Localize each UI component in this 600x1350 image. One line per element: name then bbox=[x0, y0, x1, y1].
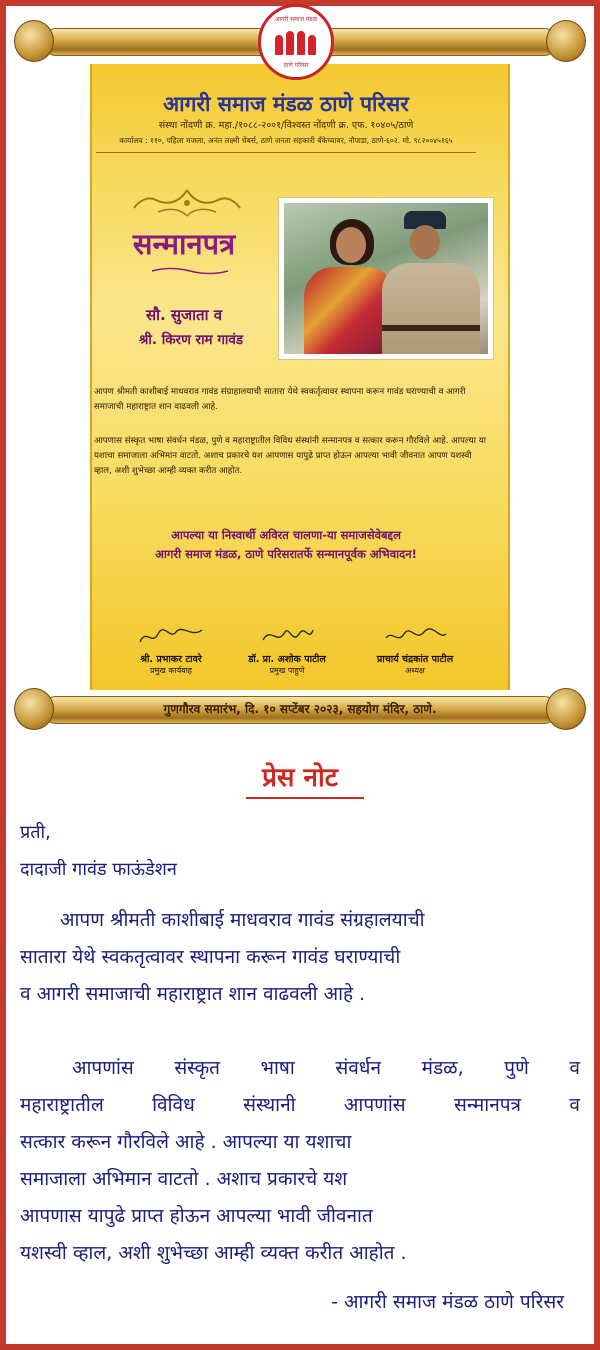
organization-logo bbox=[258, 4, 334, 80]
people-icon bbox=[275, 29, 317, 55]
header-divider bbox=[96, 152, 476, 153]
press-body-line: आपणास यापुढे प्राप्त होऊन आपल्या भावी जीवनात bbox=[20, 1205, 373, 1227]
press-body-line: व आगरी समाजाची महाराष्ट्रात शान वाढवली आहे . bbox=[20, 983, 366, 1005]
address-line: कार्यालय : ११०, पहिला मजला, अनंत लक्ष्मी चेंबर्स, ठाणे जनता सहकारी बँकेच्यावर, नौपाडा, ठाणे-६०२. मो. ९८२००४५१६५ bbox=[119, 136, 453, 145]
press-note-title-underline bbox=[246, 797, 364, 799]
event-footer: गुणगौरव समारंभ, दि. १० सप्टेंबर २०२३, सहयोग मंदिर, ठाणे. bbox=[163, 702, 437, 716]
press-body-line: सातारा येथे स्वकतृत्वावर स्थापना करून गावंड घराण्याची bbox=[20, 946, 401, 968]
honoree-line-1: सौ. सुजाता व bbox=[145, 306, 223, 324]
signature-3-icon bbox=[380, 624, 450, 648]
press-body-line: यशस्वी व्हाल, अशी शुभेच्छा आम्ही व्यक्त करीत आहोत . bbox=[20, 1242, 407, 1264]
press-body-line: समाजाला अभिमान वाटतो . अशाच प्रकारचे यश bbox=[20, 1168, 348, 1190]
signature-2-icon bbox=[257, 624, 317, 648]
signatory-3-role: अध्यक्ष bbox=[405, 666, 425, 675]
registration-line: संस्था नोंदणी क्र. महा./१०८८-२००१/विश्वस्त नोंदणी क्र. एफ. १०४०५/ठाणे bbox=[158, 120, 414, 131]
tribute-line-1: आपल्या या निस्वार्थी अविरत चालणा-या समाजसेवेबद्दल bbox=[171, 528, 401, 542]
title-underline-flourish-icon bbox=[150, 266, 230, 276]
signatory-2-role: प्रमुख पाहुणे bbox=[269, 666, 305, 675]
honoree-line-2: श्री. किरण राम गावंड bbox=[138, 332, 244, 348]
press-note-title: प्रेस नोट bbox=[262, 763, 338, 793]
scroll-rod-bottom bbox=[14, 688, 586, 730]
tribute-line-2: आगरी समाज मंडळ, ठाणे परिसरातर्फे सन्मानपूर्वक अभिवादन! bbox=[155, 547, 417, 561]
signature-1-icon bbox=[136, 624, 206, 648]
signatory-3-name: प्राचार्य चंद्रकांत पाटील bbox=[376, 654, 454, 665]
certificate-paragraph-1: आपण श्रीमती काशीबाई माधवराव गावंड संग्राहालयाची सातारा येथे स्वकर्तृत्वावर स्थापना करून गावंड घराण्याची व आगरी समाजाची महाराष्ट्रात शान वाढवली आहे. bbox=[94, 387, 466, 412]
addressee-line-1: प्रती, bbox=[20, 822, 51, 843]
ornament-flourish-icon bbox=[128, 186, 246, 218]
signatory-1 bbox=[106, 624, 236, 676]
press-body-line: आपण श्रीमती काशीबाई माधवराव गावंड संग्रहालयाची bbox=[60, 909, 425, 931]
press-body-line: सत्कार करून गौरविले आहे . आपल्या या यशाचा bbox=[20, 1131, 352, 1153]
organization-title: आगरी समाज मंडळ ठाणे परिसर bbox=[163, 92, 409, 116]
certificate-title: सन्मानपत्र bbox=[132, 227, 236, 261]
signatory-1-name: श्री. प्रभाकर टावरे bbox=[140, 654, 202, 665]
signatory-3 bbox=[350, 624, 480, 676]
certificate-parchment bbox=[90, 64, 510, 690]
signatory-1-role: प्रमुख कार्यवाह bbox=[149, 666, 193, 675]
press-body-line: महाराष्ट्रातील विविध संस्थानी आपणांस सन्मानपत्र व bbox=[20, 1094, 580, 1116]
signatory-2-name: डॉ. प्रा. अशोक पाटील bbox=[248, 654, 326, 665]
press-body-line: आपणांस संस्कृत भाषा संवर्धन मंडळ, पुणे व bbox=[72, 1057, 580, 1079]
logo-ring-top: आगरी समाज मंडळ bbox=[274, 16, 318, 23]
press-note-sign-off: - आगरी समाज मंडळ ठाणे परिसर bbox=[331, 1291, 564, 1313]
logo-ring-bottom: ठाणे परिसर bbox=[283, 62, 309, 69]
certificate-paragraph-2: आपणास संस्कृत भाषा संवर्धन मंडळ, पुणे व महाराष्ट्रातील विविध संस्थांनी सन्मानपत्र व सत्कार करून गौरविले आहे. आपल्या या यशाचा समाजाला अभिमान वाटतो. अशाच प्रकारचे यश आपणास यापुढे प्राप्त होऊन आपल्या भावी जीवनात आपण यशस्वी व्हाल, अशी शुभेच्छा आम्ही व्यक्त करीत आहोत. bbox=[94, 436, 486, 476]
honoree-photo bbox=[278, 197, 494, 360]
addressee-line-2: दादाजी गावंड फाऊंडेशन bbox=[20, 859, 177, 880]
signatory-2 bbox=[222, 624, 352, 676]
